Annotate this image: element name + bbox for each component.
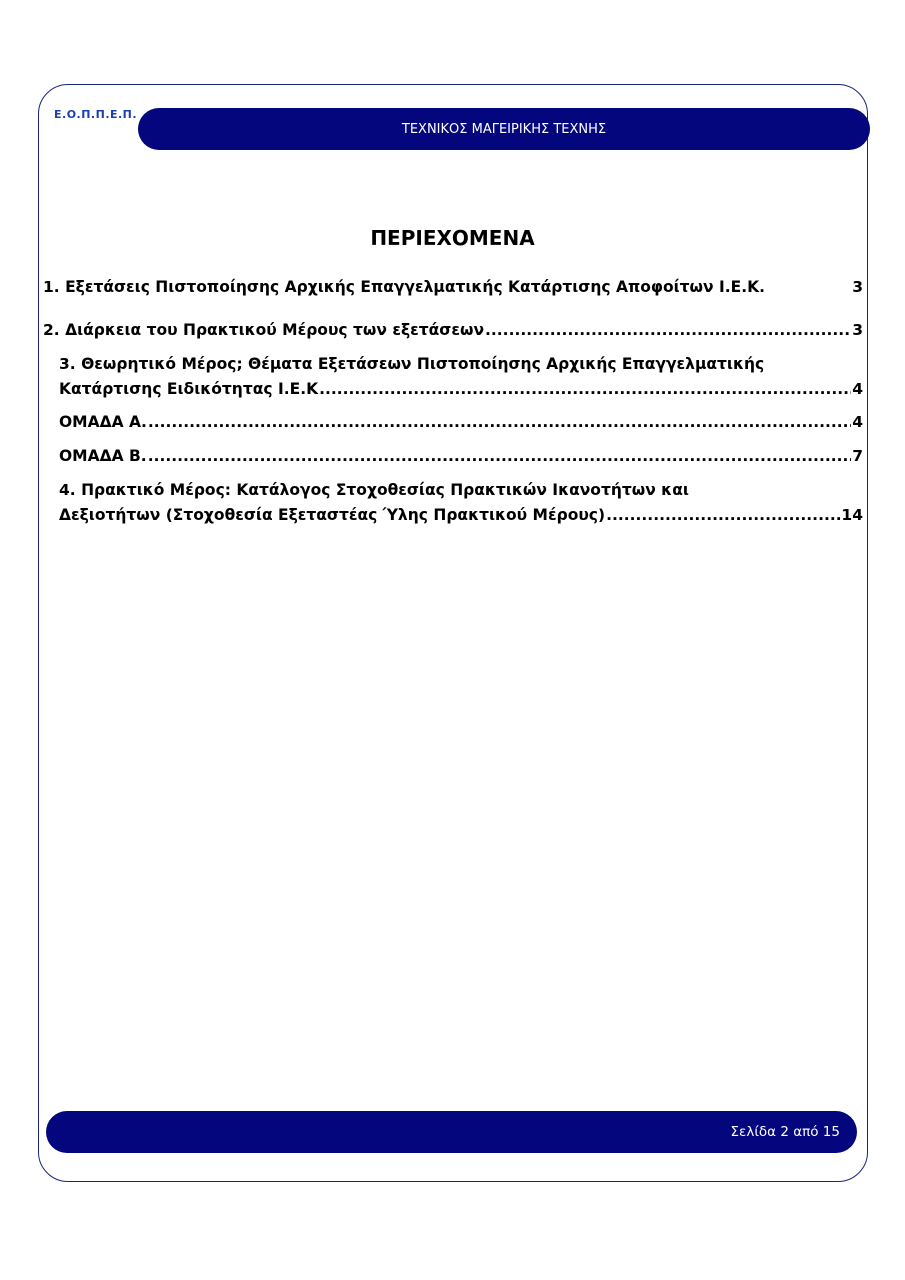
header-bar — [138, 108, 870, 150]
toc-entry-page: 3 — [852, 321, 863, 339]
toc-entry-text: ΟΜΑΔΑ Α. — [59, 413, 147, 431]
toc-leader-dots — [319, 377, 851, 402]
toc-leader-dots — [148, 410, 851, 435]
toc-leader-dots — [606, 503, 840, 528]
toc-entry-5[interactable] — [59, 444, 863, 469]
footer-bar — [46, 1111, 857, 1153]
toc-entry-text-line1: 4. Πρακτικό Μέρος: Κατάλογος Στοχοθεσίας Πρακτικών Ικανοτήτων και — [59, 481, 689, 499]
toc-entry-2[interactable] — [43, 318, 863, 343]
toc-entry-text: Δεξιοτήτων (Στοχοθεσία Εξεταστέας Ύλης Πρακτικού Μέρους) — [59, 506, 606, 524]
toc-entry-page: 3 — [852, 278, 863, 296]
toc-entry-4[interactable] — [59, 410, 863, 435]
header-title: ΤΕΧΝΙΚΟΣ ΜΑΓΕΙΡΙΚΗΣ ΤΕΧΝΗΣ — [401, 121, 607, 137]
toc-entry-1[interactable] — [43, 275, 863, 300]
toc-entry-text: Κατάρτισης Ειδικότητας Ι.Ε.Κ — [59, 380, 319, 398]
toc-entry-text-line1: 3. Θεωρητικό Μέρος; Θέματα Εξετάσεων Πιστοποίησης Αρχικής Επαγγελματικής — [59, 355, 765, 373]
toc-entry-3[interactable] — [59, 352, 863, 402]
toc-entry-page: 14 — [841, 506, 863, 524]
toc-entry-text: 1. Εξετάσεις Πιστοποίησης Αρχικής Επαγγελματικής Κατάρτισης Αποφοίτων Ι.Ε.Κ. — [43, 278, 766, 296]
toc-leader-dots — [485, 318, 851, 343]
toc-title: ΠΕΡΙΕΧΟΜΕΝΑ — [370, 226, 535, 250]
toc-entry-page: 4 — [852, 413, 863, 431]
toc-entry-page: 7 — [852, 447, 863, 465]
toc-entry-6[interactable] — [59, 478, 863, 528]
toc-entry-text: 2. Διάρκεια του Πρακτικού Μέρους των εξετάσεων — [43, 321, 485, 339]
page-number: Σελίδα 2 από 15 — [730, 1124, 840, 1140]
toc-entry-page: 4 — [852, 380, 863, 398]
org-label: Ε.Ο.Π.Π.Ε.Π. — [54, 108, 138, 121]
toc-leader-dots — [148, 444, 852, 469]
toc-entry-text: ΟΜΑΔΑ Β. — [59, 447, 147, 465]
